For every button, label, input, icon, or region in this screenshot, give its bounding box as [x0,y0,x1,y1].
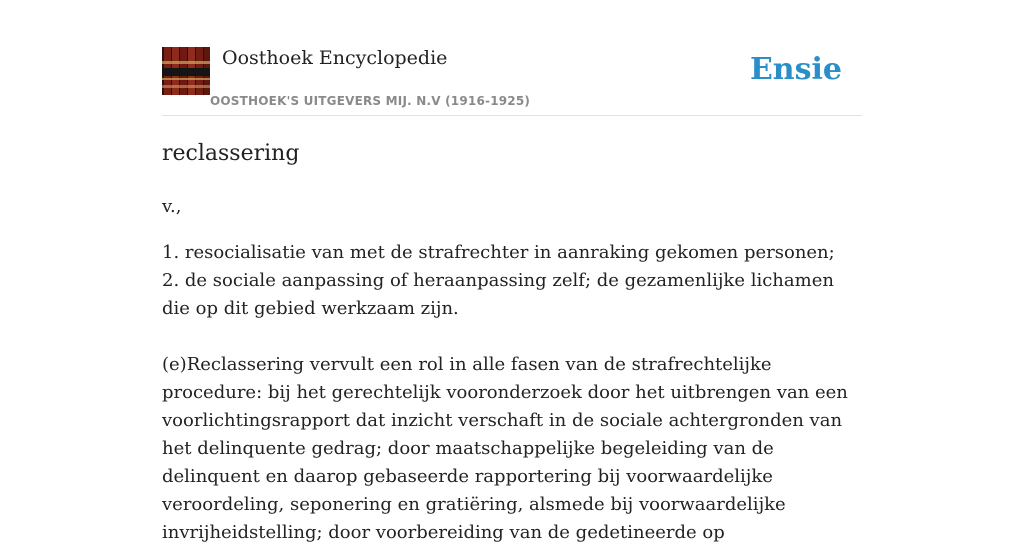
page-title: reclassering [162,141,300,166]
brand-logo[interactable]: Ensie [749,52,842,87]
paragraph-spacer [162,323,862,351]
part-of-speech: v., [162,196,182,217]
article-body [162,239,862,547]
definition-item: 2. de sociale aanpassing of heraanpassing zelf; de gezamenlijke lichamen die op dit gebied werkzaam zijn. [162,270,834,319]
site-name[interactable]: Oosthoek Encyclopedie [222,47,448,69]
definition-item: 1. resocialisatie van met de strafrechter in aanraking gekomen personen; [162,242,835,263]
publisher-label: OOSTHOEK'S UITGEVERS MIJ. N.V (1916-1925) [210,94,531,108]
site-header [162,46,862,116]
book-spines-icon[interactable] [162,47,210,95]
article-paragraph: (e)Reclassering vervult een rol in alle fasen van de strafrechtelijke procedure: bij het gerechtelijk vooronderzoek door het uitbrengen van een voorlichtingsrapport dat inzicht verschaft in de sociale achtergronden van het delinquente gedrag; door maatschappelijke begeleiding van de delinquent en daarop gebaseerde rapportering bij voorwaardelijke veroordeling, seponering en gratiëring, alsmede bij voorwaardelijke invrijheidstelling; door voorbereiding van de gedetineerde op [162,354,848,543]
